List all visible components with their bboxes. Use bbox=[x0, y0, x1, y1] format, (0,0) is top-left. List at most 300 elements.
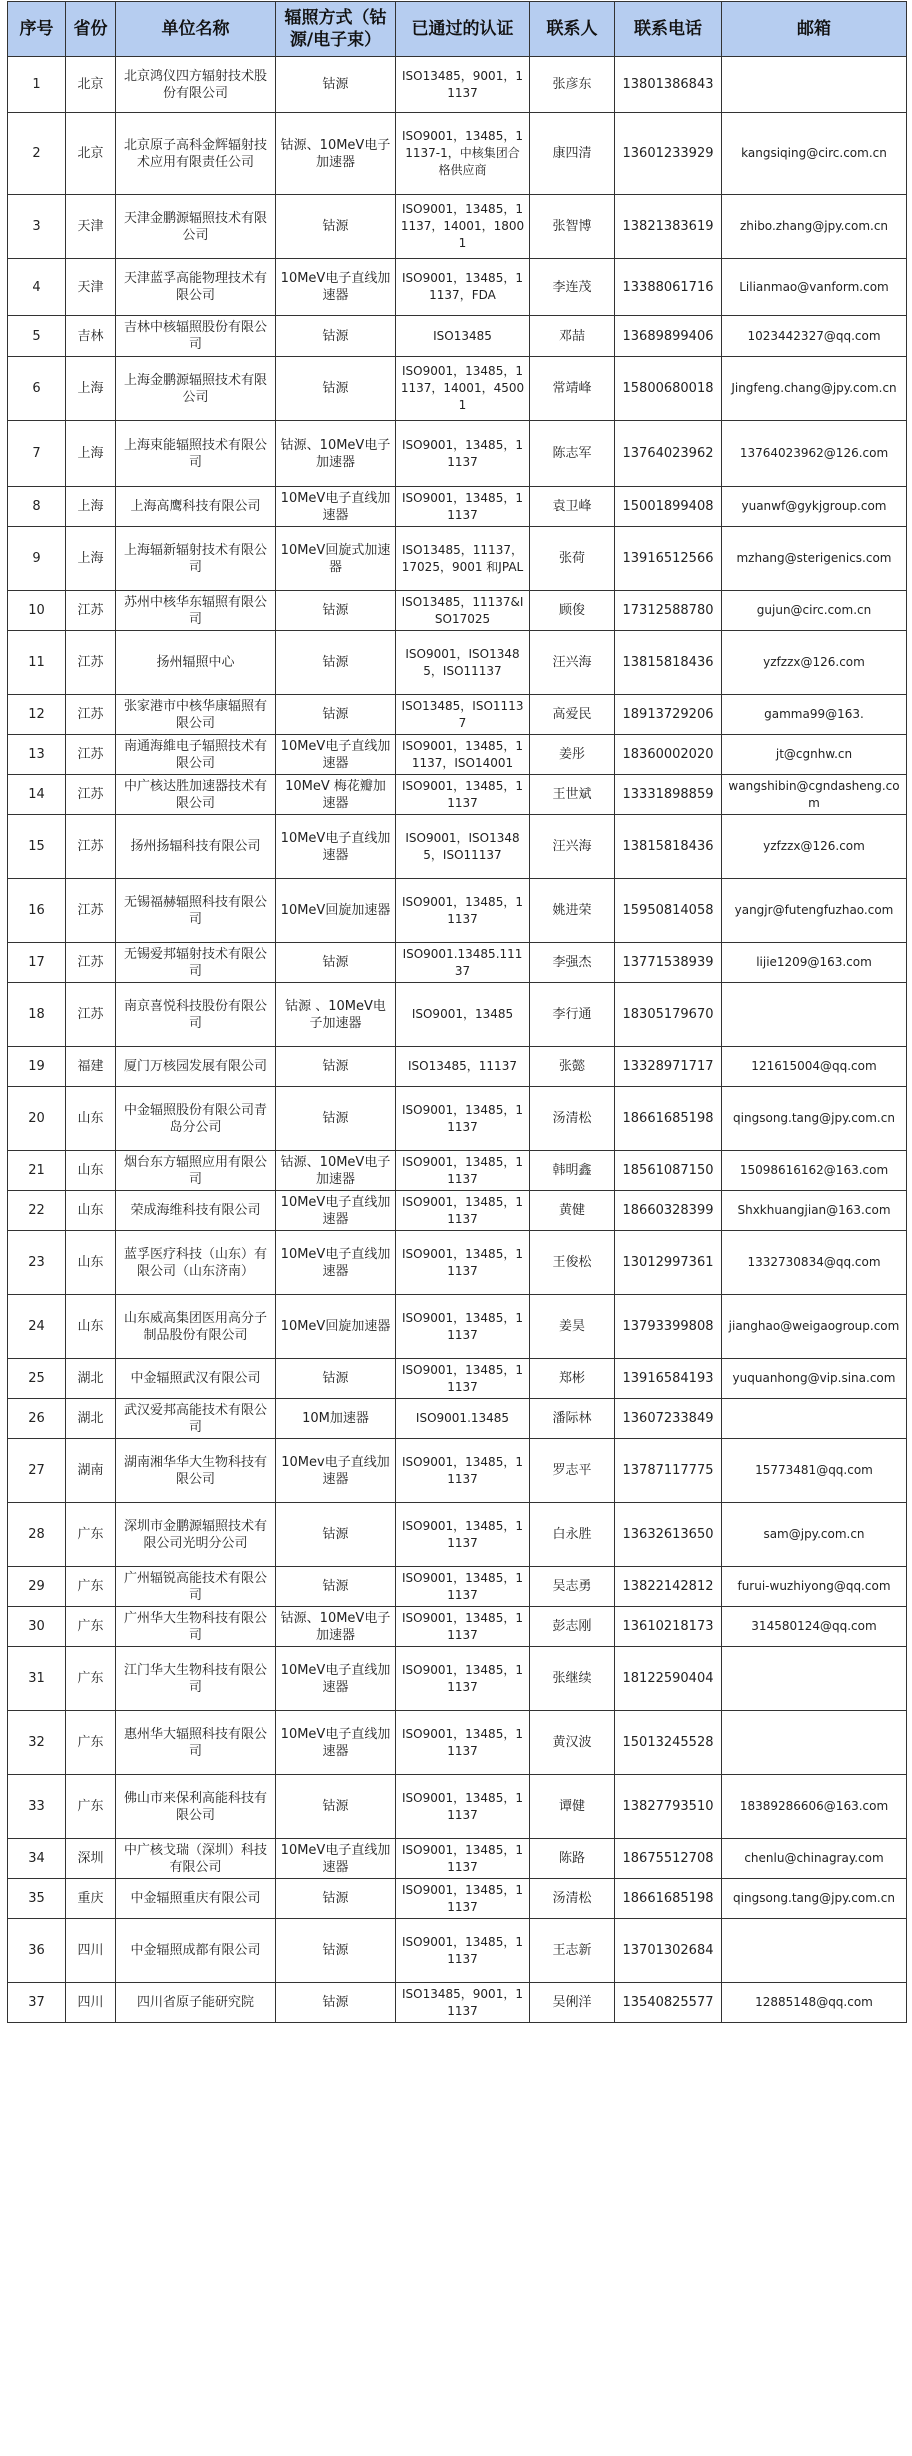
cell-irradiation-method: 10MeV电子直线加速器 bbox=[276, 1231, 396, 1295]
cell-no: 15 bbox=[8, 815, 66, 879]
cell-certification: ISO13485，11137，17025，9001 和JPAL bbox=[396, 527, 530, 591]
cell-phone: 13701302684 bbox=[615, 1919, 722, 1983]
table-row bbox=[8, 1151, 907, 1191]
cell-company-name: 吉林中核辐照股份有限公司 bbox=[116, 316, 276, 357]
table-row bbox=[8, 195, 907, 259]
cell-email[interactable]: 15773481@qq.com bbox=[722, 1439, 907, 1503]
cell-email[interactable]: 18389286606@163.com bbox=[722, 1775, 907, 1839]
cell-contact: 汪兴海 bbox=[530, 631, 615, 695]
cell-company-name: 江门华大生物科技有限公司 bbox=[116, 1647, 276, 1711]
table-row bbox=[8, 113, 907, 195]
cell-province: 深圳 bbox=[66, 1839, 116, 1879]
cell-irradiation-method: 钴源 bbox=[276, 195, 396, 259]
cell-province: 广东 bbox=[66, 1607, 116, 1647]
cell-phone: 15001899408 bbox=[615, 487, 722, 527]
cell-irradiation-method: 10MeV回旋加速器 bbox=[276, 879, 396, 943]
cell-province: 四川 bbox=[66, 1919, 116, 1983]
cell-phone: 13328971717 bbox=[615, 1047, 722, 1087]
cell-email bbox=[722, 1647, 907, 1711]
cell-email[interactable]: furui-wuzhiyong@qq.com bbox=[722, 1567, 907, 1607]
cell-contact: 李强杰 bbox=[530, 943, 615, 983]
cell-company-name: 中广核戈瑞（深圳）科技有限公司 bbox=[116, 1839, 276, 1879]
cell-certification: ISO9001，13485，11137，ISO14001 bbox=[396, 735, 530, 775]
cell-province: 吉林 bbox=[66, 316, 116, 357]
cell-company-name: 上海金鹏源辐照技术有限公司 bbox=[116, 357, 276, 421]
cell-irradiation-method: 钴源、10MeV电子加速器 bbox=[276, 421, 396, 487]
cell-province: 重庆 bbox=[66, 1879, 116, 1919]
cell-no: 24 bbox=[8, 1295, 66, 1359]
cell-province: 江苏 bbox=[66, 879, 116, 943]
cell-contact: 郑彬 bbox=[530, 1359, 615, 1399]
cell-certification: ISO9001，ISO13485，ISO11137 bbox=[396, 815, 530, 879]
cell-irradiation-method: 钴源、10MeV电子加速器 bbox=[276, 1151, 396, 1191]
cell-company-name: 中金辐照武汉有限公司 bbox=[116, 1359, 276, 1399]
cell-company-name: 惠州华大辐照科技有限公司 bbox=[116, 1711, 276, 1775]
cell-company-name: 中金辐照重庆有限公司 bbox=[116, 1879, 276, 1919]
table-row bbox=[8, 1191, 907, 1231]
cell-irradiation-method: 钴源、10MeV电子加速器 bbox=[276, 113, 396, 195]
cell-no: 23 bbox=[8, 1231, 66, 1295]
cell-email[interactable]: yzfzzx@126.com bbox=[722, 631, 907, 695]
cell-province: 广东 bbox=[66, 1503, 116, 1567]
cell-company-name: 深圳市金鹏源辐照技术有限公司光明分公司 bbox=[116, 1503, 276, 1567]
cell-email[interactable]: qingsong.tang@jpy.com.cn bbox=[722, 1087, 907, 1151]
table-row bbox=[8, 1503, 907, 1567]
cell-province: 江苏 bbox=[66, 983, 116, 1047]
cell-province: 上海 bbox=[66, 487, 116, 527]
header-province: 省份 bbox=[66, 2, 116, 57]
cell-province: 江苏 bbox=[66, 695, 116, 735]
cell-phone: 18675512708 bbox=[615, 1839, 722, 1879]
cell-province: 江苏 bbox=[66, 815, 116, 879]
table-row bbox=[8, 775, 907, 815]
cell-email[interactable]: jianghao@weigaogroup.com bbox=[722, 1295, 907, 1359]
cell-no: 20 bbox=[8, 1087, 66, 1151]
cell-certification: ISO9001，13485，11137 bbox=[396, 1647, 530, 1711]
cell-province: 湖北 bbox=[66, 1399, 116, 1439]
cell-no: 35 bbox=[8, 1879, 66, 1919]
cell-contact: 王世斌 bbox=[530, 775, 615, 815]
cell-contact: 吴志勇 bbox=[530, 1567, 615, 1607]
cell-contact: 李行通 bbox=[530, 983, 615, 1047]
cell-contact: 张荷 bbox=[530, 527, 615, 591]
cell-phone: 13821383619 bbox=[615, 195, 722, 259]
table-row bbox=[8, 1359, 907, 1399]
cell-province: 广东 bbox=[66, 1711, 116, 1775]
cell-contact: 汤清松 bbox=[530, 1087, 615, 1151]
cell-contact: 王俊松 bbox=[530, 1231, 615, 1295]
cell-no: 33 bbox=[8, 1775, 66, 1839]
cell-irradiation-method: 钴源 bbox=[276, 631, 396, 695]
cell-certification: ISO9001，13485，11137 bbox=[396, 1567, 530, 1607]
cell-email[interactable]: yuanwf@gykjgroup.com bbox=[722, 487, 907, 527]
cell-irradiation-method: 10MeV回旋式加速器 bbox=[276, 527, 396, 591]
cell-irradiation-method: 10MeV电子直线加速器 bbox=[276, 1647, 396, 1711]
cell-email[interactable]: zhibo.zhang@jpy.com.cn bbox=[722, 195, 907, 259]
cell-certification: ISO9001，13485，11137 bbox=[396, 1191, 530, 1231]
cell-province: 山东 bbox=[66, 1087, 116, 1151]
cell-province: 福建 bbox=[66, 1047, 116, 1087]
table-row bbox=[8, 631, 907, 695]
table-row bbox=[8, 695, 907, 735]
cell-no: 2 bbox=[8, 113, 66, 195]
cell-contact: 陈志军 bbox=[530, 421, 615, 487]
table-row bbox=[8, 943, 907, 983]
cell-phone: 13916512566 bbox=[615, 527, 722, 591]
cell-contact: 顾俊 bbox=[530, 591, 615, 631]
table-row bbox=[8, 1879, 907, 1919]
cell-email[interactable]: 15098616162@163.com bbox=[722, 1151, 907, 1191]
cell-email[interactable]: yuquanhong@vip.sina.com bbox=[722, 1359, 907, 1399]
table-row bbox=[8, 815, 907, 879]
cell-company-name: 中广核达胜加速器技术有限公司 bbox=[116, 775, 276, 815]
cell-irradiation-method: 钴源 bbox=[276, 1047, 396, 1087]
cell-irradiation-method: 10M加速器 bbox=[276, 1399, 396, 1439]
header-company-name: 单位名称 bbox=[116, 2, 276, 57]
cell-no: 26 bbox=[8, 1399, 66, 1439]
cell-contact: 康四清 bbox=[530, 113, 615, 195]
cell-irradiation-method: 钴源 bbox=[276, 1919, 396, 1983]
cell-email[interactable]: sam@jpy.com.cn bbox=[722, 1503, 907, 1567]
table-row bbox=[8, 735, 907, 775]
cell-phone: 13601233929 bbox=[615, 113, 722, 195]
cell-contact: 汪兴海 bbox=[530, 815, 615, 879]
cell-company-name: 南通海維电子辐照技术有限公司 bbox=[116, 735, 276, 775]
cell-phone: 13388061716 bbox=[615, 259, 722, 316]
table-row bbox=[8, 1919, 907, 1983]
cell-province: 湖北 bbox=[66, 1359, 116, 1399]
cell-email[interactable]: 314580124@qq.com bbox=[722, 1607, 907, 1647]
cell-no: 32 bbox=[8, 1711, 66, 1775]
table-row bbox=[8, 591, 907, 631]
cell-irradiation-method: 钴源 bbox=[276, 1879, 396, 1919]
table-row bbox=[8, 1983, 907, 2023]
cell-email[interactable]: Lilianmao@vanform.com bbox=[722, 259, 907, 316]
cell-contact: 彭志刚 bbox=[530, 1607, 615, 1647]
table-row bbox=[8, 879, 907, 943]
table-row bbox=[8, 1231, 907, 1295]
cell-irradiation-method: 10MeV电子直线加速器 bbox=[276, 487, 396, 527]
cell-email[interactable]: 1023442327@qq.com bbox=[722, 316, 907, 357]
cell-email bbox=[722, 983, 907, 1047]
cell-company-name: 烟台东方辐照应用有限公司 bbox=[116, 1151, 276, 1191]
table-body bbox=[8, 57, 907, 2023]
table-header-row bbox=[8, 2, 907, 57]
cell-phone: 18660328399 bbox=[615, 1191, 722, 1231]
cell-certification: ISO13485，11137 bbox=[396, 1047, 530, 1087]
cell-contact: 黄健 bbox=[530, 1191, 615, 1231]
cell-province: 北京 bbox=[66, 57, 116, 113]
cell-no: 7 bbox=[8, 421, 66, 487]
cell-company-name: 无锡爱邦辐射技术有限公司 bbox=[116, 943, 276, 983]
cell-company-name: 扬州辐照中心 bbox=[116, 631, 276, 695]
cell-contact: 韩明鑫 bbox=[530, 1151, 615, 1191]
cell-certification: ISO9001，13485 bbox=[396, 983, 530, 1047]
cell-no: 37 bbox=[8, 1983, 66, 2023]
cell-province: 北京 bbox=[66, 113, 116, 195]
cell-email[interactable]: jt@cgnhw.cn bbox=[722, 735, 907, 775]
cell-irradiation-method: 10MeV电子直线加速器 bbox=[276, 259, 396, 316]
table-row bbox=[8, 1711, 907, 1775]
cell-phone: 13540825577 bbox=[615, 1983, 722, 2023]
cell-company-name: 广州辐锐高能技术有限公司 bbox=[116, 1567, 276, 1607]
cell-no: 4 bbox=[8, 259, 66, 316]
cell-company-name: 中金辐照股份有限公司青岛分公司 bbox=[116, 1087, 276, 1151]
cell-phone: 13771538939 bbox=[615, 943, 722, 983]
cell-phone: 13764023962 bbox=[615, 421, 722, 487]
cell-company-name: 武汉爱邦高能技术有限公司 bbox=[116, 1399, 276, 1439]
cell-phone: 13632613650 bbox=[615, 1503, 722, 1567]
table-row bbox=[8, 1399, 907, 1439]
cell-company-name: 中金辐照成都有限公司 bbox=[116, 1919, 276, 1983]
cell-phone: 17312588780 bbox=[615, 591, 722, 631]
cell-no: 13 bbox=[8, 735, 66, 775]
cell-email[interactable]: gamma99@163. bbox=[722, 695, 907, 735]
table-row bbox=[8, 421, 907, 487]
cell-company-name: 上海高鹰科技有限公司 bbox=[116, 487, 276, 527]
cell-province: 四川 bbox=[66, 1983, 116, 2023]
cell-email[interactable]: wangshibin@cgndasheng.com bbox=[722, 775, 907, 815]
cell-no: 14 bbox=[8, 775, 66, 815]
cell-email[interactable]: gujun@circ.com.cn bbox=[722, 591, 907, 631]
cell-phone: 18360002020 bbox=[615, 735, 722, 775]
cell-company-name: 上海束能辐照技术有限公司 bbox=[116, 421, 276, 487]
irradiation-company-table bbox=[7, 1, 907, 2023]
cell-province: 天津 bbox=[66, 195, 116, 259]
cell-phone: 13689899406 bbox=[615, 316, 722, 357]
cell-phone: 13610218173 bbox=[615, 1607, 722, 1647]
cell-company-name: 南京喜悦科技股份有限公司 bbox=[116, 983, 276, 1047]
cell-certification: ISO9001，13485，11137 bbox=[396, 1839, 530, 1879]
cell-contact: 吴俐洋 bbox=[530, 1983, 615, 2023]
cell-certification: ISO9001，13485，11137 bbox=[396, 775, 530, 815]
cell-company-name: 北京原子高科金辉辐射技术应用有限责任公司 bbox=[116, 113, 276, 195]
cell-province: 上海 bbox=[66, 527, 116, 591]
cell-no: 6 bbox=[8, 357, 66, 421]
cell-phone: 13815818436 bbox=[615, 631, 722, 695]
cell-certification: ISO9001，ISO13485，ISO11137 bbox=[396, 631, 530, 695]
header-contact: 联系人 bbox=[530, 2, 615, 57]
cell-phone: 18913729206 bbox=[615, 695, 722, 735]
cell-irradiation-method: 钴源 bbox=[276, 1359, 396, 1399]
cell-irradiation-method: 钴源 bbox=[276, 943, 396, 983]
table-row bbox=[8, 1607, 907, 1647]
cell-phone: 13793399808 bbox=[615, 1295, 722, 1359]
cell-province: 江苏 bbox=[66, 591, 116, 631]
cell-phone: 15013245528 bbox=[615, 1711, 722, 1775]
cell-no: 11 bbox=[8, 631, 66, 695]
cell-no: 31 bbox=[8, 1647, 66, 1711]
table-row bbox=[8, 487, 907, 527]
cell-phone: 18661685198 bbox=[615, 1879, 722, 1919]
cell-email[interactable]: 121615004@qq.com bbox=[722, 1047, 907, 1087]
cell-contact: 黄汉波 bbox=[530, 1711, 615, 1775]
cell-email bbox=[722, 1919, 907, 1983]
cell-phone: 13607233849 bbox=[615, 1399, 722, 1439]
cell-no: 25 bbox=[8, 1359, 66, 1399]
cell-phone: 18305179670 bbox=[615, 983, 722, 1047]
table-row bbox=[8, 1047, 907, 1087]
cell-province: 广东 bbox=[66, 1775, 116, 1839]
cell-irradiation-method: 钴源、10MeV电子加速器 bbox=[276, 1607, 396, 1647]
table-row bbox=[8, 1439, 907, 1503]
cell-email[interactable]: mzhang@sterigenics.com bbox=[722, 527, 907, 591]
cell-contact: 张智博 bbox=[530, 195, 615, 259]
cell-no: 21 bbox=[8, 1151, 66, 1191]
table-row bbox=[8, 1839, 907, 1879]
cell-email bbox=[722, 1711, 907, 1775]
cell-no: 30 bbox=[8, 1607, 66, 1647]
cell-company-name: 无锡福赫辐照科技有限公司 bbox=[116, 879, 276, 943]
cell-irradiation-method: 钴源 、10MeV电子加速器 bbox=[276, 983, 396, 1047]
cell-certification: ISO13485，11137&ISO17025 bbox=[396, 591, 530, 631]
cell-certification: ISO13485 bbox=[396, 316, 530, 357]
cell-irradiation-method: 10MeV电子直线加速器 bbox=[276, 1839, 396, 1879]
cell-no: 9 bbox=[8, 527, 66, 591]
cell-no: 27 bbox=[8, 1439, 66, 1503]
cell-certification: ISO9001，13485，11137 bbox=[396, 1919, 530, 1983]
cell-irradiation-method: 10MeV电子直线加速器 bbox=[276, 735, 396, 775]
cell-no: 36 bbox=[8, 1919, 66, 1983]
header-irradiation-method: 辐照方式（钴源/电子束） bbox=[276, 2, 396, 57]
cell-certification: ISO13485，ISO11137 bbox=[396, 695, 530, 735]
cell-no: 28 bbox=[8, 1503, 66, 1567]
cell-email[interactable]: yangjr@futengfuzhao.com bbox=[722, 879, 907, 943]
cell-email[interactable]: chenlu@chinagray.com bbox=[722, 1839, 907, 1879]
cell-certification: ISO9001，13485，11137 bbox=[396, 879, 530, 943]
cell-contact: 白永胜 bbox=[530, 1503, 615, 1567]
cell-email[interactable]: lijie1209@163.com bbox=[722, 943, 907, 983]
cell-certification: ISO9001，13485，11137，14001，45001 bbox=[396, 357, 530, 421]
cell-irradiation-method: 钴源 bbox=[276, 1503, 396, 1567]
cell-irradiation-method: 钴源 bbox=[276, 695, 396, 735]
cell-company-name: 天津金鹏源辐照技术有限公司 bbox=[116, 195, 276, 259]
cell-company-name: 扬州扬辐科技有限公司 bbox=[116, 815, 276, 879]
cell-certification: ISO9001，13485，11137-1，中核集团合格供应商 bbox=[396, 113, 530, 195]
cell-certification: ISO9001，13485，11137 bbox=[396, 1359, 530, 1399]
header-phone: 联系电话 bbox=[615, 2, 722, 57]
cell-company-name: 蓝孚医疗科技（山东）有限公司（山东济南） bbox=[116, 1231, 276, 1295]
cell-province: 江苏 bbox=[66, 631, 116, 695]
cell-company-name: 厦门万核园发展有限公司 bbox=[116, 1047, 276, 1087]
cell-certification: ISO9001，13485，11137 bbox=[396, 1295, 530, 1359]
cell-company-name: 荣成海维科技有限公司 bbox=[116, 1191, 276, 1231]
cell-phone: 18661685198 bbox=[615, 1087, 722, 1151]
cell-irradiation-method: 钴源 bbox=[276, 1983, 396, 2023]
cell-phone: 13827793510 bbox=[615, 1775, 722, 1839]
cell-province: 山东 bbox=[66, 1191, 116, 1231]
cell-no: 19 bbox=[8, 1047, 66, 1087]
table-row bbox=[8, 316, 907, 357]
cell-irradiation-method: 10MeV回旋加速器 bbox=[276, 1295, 396, 1359]
cell-contact: 姚进荣 bbox=[530, 879, 615, 943]
cell-email[interactable]: 12885148@qq.com bbox=[722, 1983, 907, 2023]
header-certification: 已通过的认证 bbox=[396, 2, 530, 57]
cell-phone: 13331898859 bbox=[615, 775, 722, 815]
cell-email bbox=[722, 1399, 907, 1439]
cell-province: 江苏 bbox=[66, 735, 116, 775]
cell-email[interactable]: Jingfeng.chang@jpy.com.cn bbox=[722, 357, 907, 421]
cell-email[interactable]: 1332730834@qq.com bbox=[722, 1231, 907, 1295]
cell-irradiation-method: 10Mev电子直线加速器 bbox=[276, 1439, 396, 1503]
cell-contact: 张懿 bbox=[530, 1047, 615, 1087]
cell-company-name: 四川省原子能研究院 bbox=[116, 1983, 276, 2023]
cell-contact: 常靖峰 bbox=[530, 357, 615, 421]
cell-email bbox=[722, 57, 907, 113]
cell-certification: ISO9001，13485，11137 bbox=[396, 1607, 530, 1647]
cell-irradiation-method: 钴源 bbox=[276, 357, 396, 421]
cell-company-name: 广州华大生物科技有限公司 bbox=[116, 1607, 276, 1647]
cell-no: 5 bbox=[8, 316, 66, 357]
cell-contact: 姜彤 bbox=[530, 735, 615, 775]
cell-certification: ISO9001，13485，11137 bbox=[396, 487, 530, 527]
cell-irradiation-method: 钴源 bbox=[276, 1087, 396, 1151]
cell-province: 上海 bbox=[66, 357, 116, 421]
cell-no: 3 bbox=[8, 195, 66, 259]
cell-province: 江苏 bbox=[66, 943, 116, 983]
cell-contact: 袁卫峰 bbox=[530, 487, 615, 527]
cell-email[interactable]: qingsong.tang@jpy.com.cn bbox=[722, 1879, 907, 1919]
cell-no: 17 bbox=[8, 943, 66, 983]
cell-certification: ISO9001.13485 bbox=[396, 1399, 530, 1439]
table-row bbox=[8, 57, 907, 113]
cell-contact: 谭健 bbox=[530, 1775, 615, 1839]
cell-certification: ISO9001.13485.11137 bbox=[396, 943, 530, 983]
cell-certification: ISO9001，13485，11137 bbox=[396, 1087, 530, 1151]
cell-no: 22 bbox=[8, 1191, 66, 1231]
table-row bbox=[8, 527, 907, 591]
cell-irradiation-method: 钴源 bbox=[276, 1567, 396, 1607]
cell-phone: 13787117775 bbox=[615, 1439, 722, 1503]
cell-province: 上海 bbox=[66, 421, 116, 487]
cell-company-name: 佛山市来保利高能科技有限公司 bbox=[116, 1775, 276, 1839]
cell-company-name: 山东威高集团医用高分子制品股份有限公司 bbox=[116, 1295, 276, 1359]
cell-company-name: 北京鸿仪四方辐射技术股份有限公司 bbox=[116, 57, 276, 113]
cell-province: 湖南 bbox=[66, 1439, 116, 1503]
cell-certification: ISO9001，13485，11137 bbox=[396, 1151, 530, 1191]
cell-phone: 13916584193 bbox=[615, 1359, 722, 1399]
cell-phone: 15800680018 bbox=[615, 357, 722, 421]
cell-email[interactable]: 13764023962@126.com bbox=[722, 421, 907, 487]
cell-no: 8 bbox=[8, 487, 66, 527]
cell-no: 18 bbox=[8, 983, 66, 1047]
cell-province: 山东 bbox=[66, 1231, 116, 1295]
cell-phone: 13012997361 bbox=[615, 1231, 722, 1295]
cell-certification: ISO9001，13485，11137，FDA bbox=[396, 259, 530, 316]
cell-no: 34 bbox=[8, 1839, 66, 1879]
cell-contact: 张彦东 bbox=[530, 57, 615, 113]
table-row bbox=[8, 1647, 907, 1711]
cell-no: 1 bbox=[8, 57, 66, 113]
cell-certification: ISO9001，13485，11137 bbox=[396, 1439, 530, 1503]
cell-contact: 陈路 bbox=[530, 1839, 615, 1879]
cell-province: 山东 bbox=[66, 1151, 116, 1191]
cell-email[interactable]: yzfzzx@126.com bbox=[722, 815, 907, 879]
table-row bbox=[8, 1295, 907, 1359]
cell-contact: 王志新 bbox=[530, 1919, 615, 1983]
header-no: 序号 bbox=[8, 2, 66, 57]
cell-province: 广东 bbox=[66, 1567, 116, 1607]
cell-certification: ISO9001，13485，11137，14001，18001 bbox=[396, 195, 530, 259]
table-row bbox=[8, 1567, 907, 1607]
cell-irradiation-method: 10MeV电子直线加速器 bbox=[276, 1191, 396, 1231]
cell-contact: 汤清松 bbox=[530, 1879, 615, 1919]
cell-email[interactable]: kangsiqing@circ.com.cn bbox=[722, 113, 907, 195]
cell-province: 山东 bbox=[66, 1295, 116, 1359]
cell-contact: 张继续 bbox=[530, 1647, 615, 1711]
cell-email[interactable]: Shxkhuangjian@163.com bbox=[722, 1191, 907, 1231]
cell-irradiation-method: 钴源 bbox=[276, 591, 396, 631]
